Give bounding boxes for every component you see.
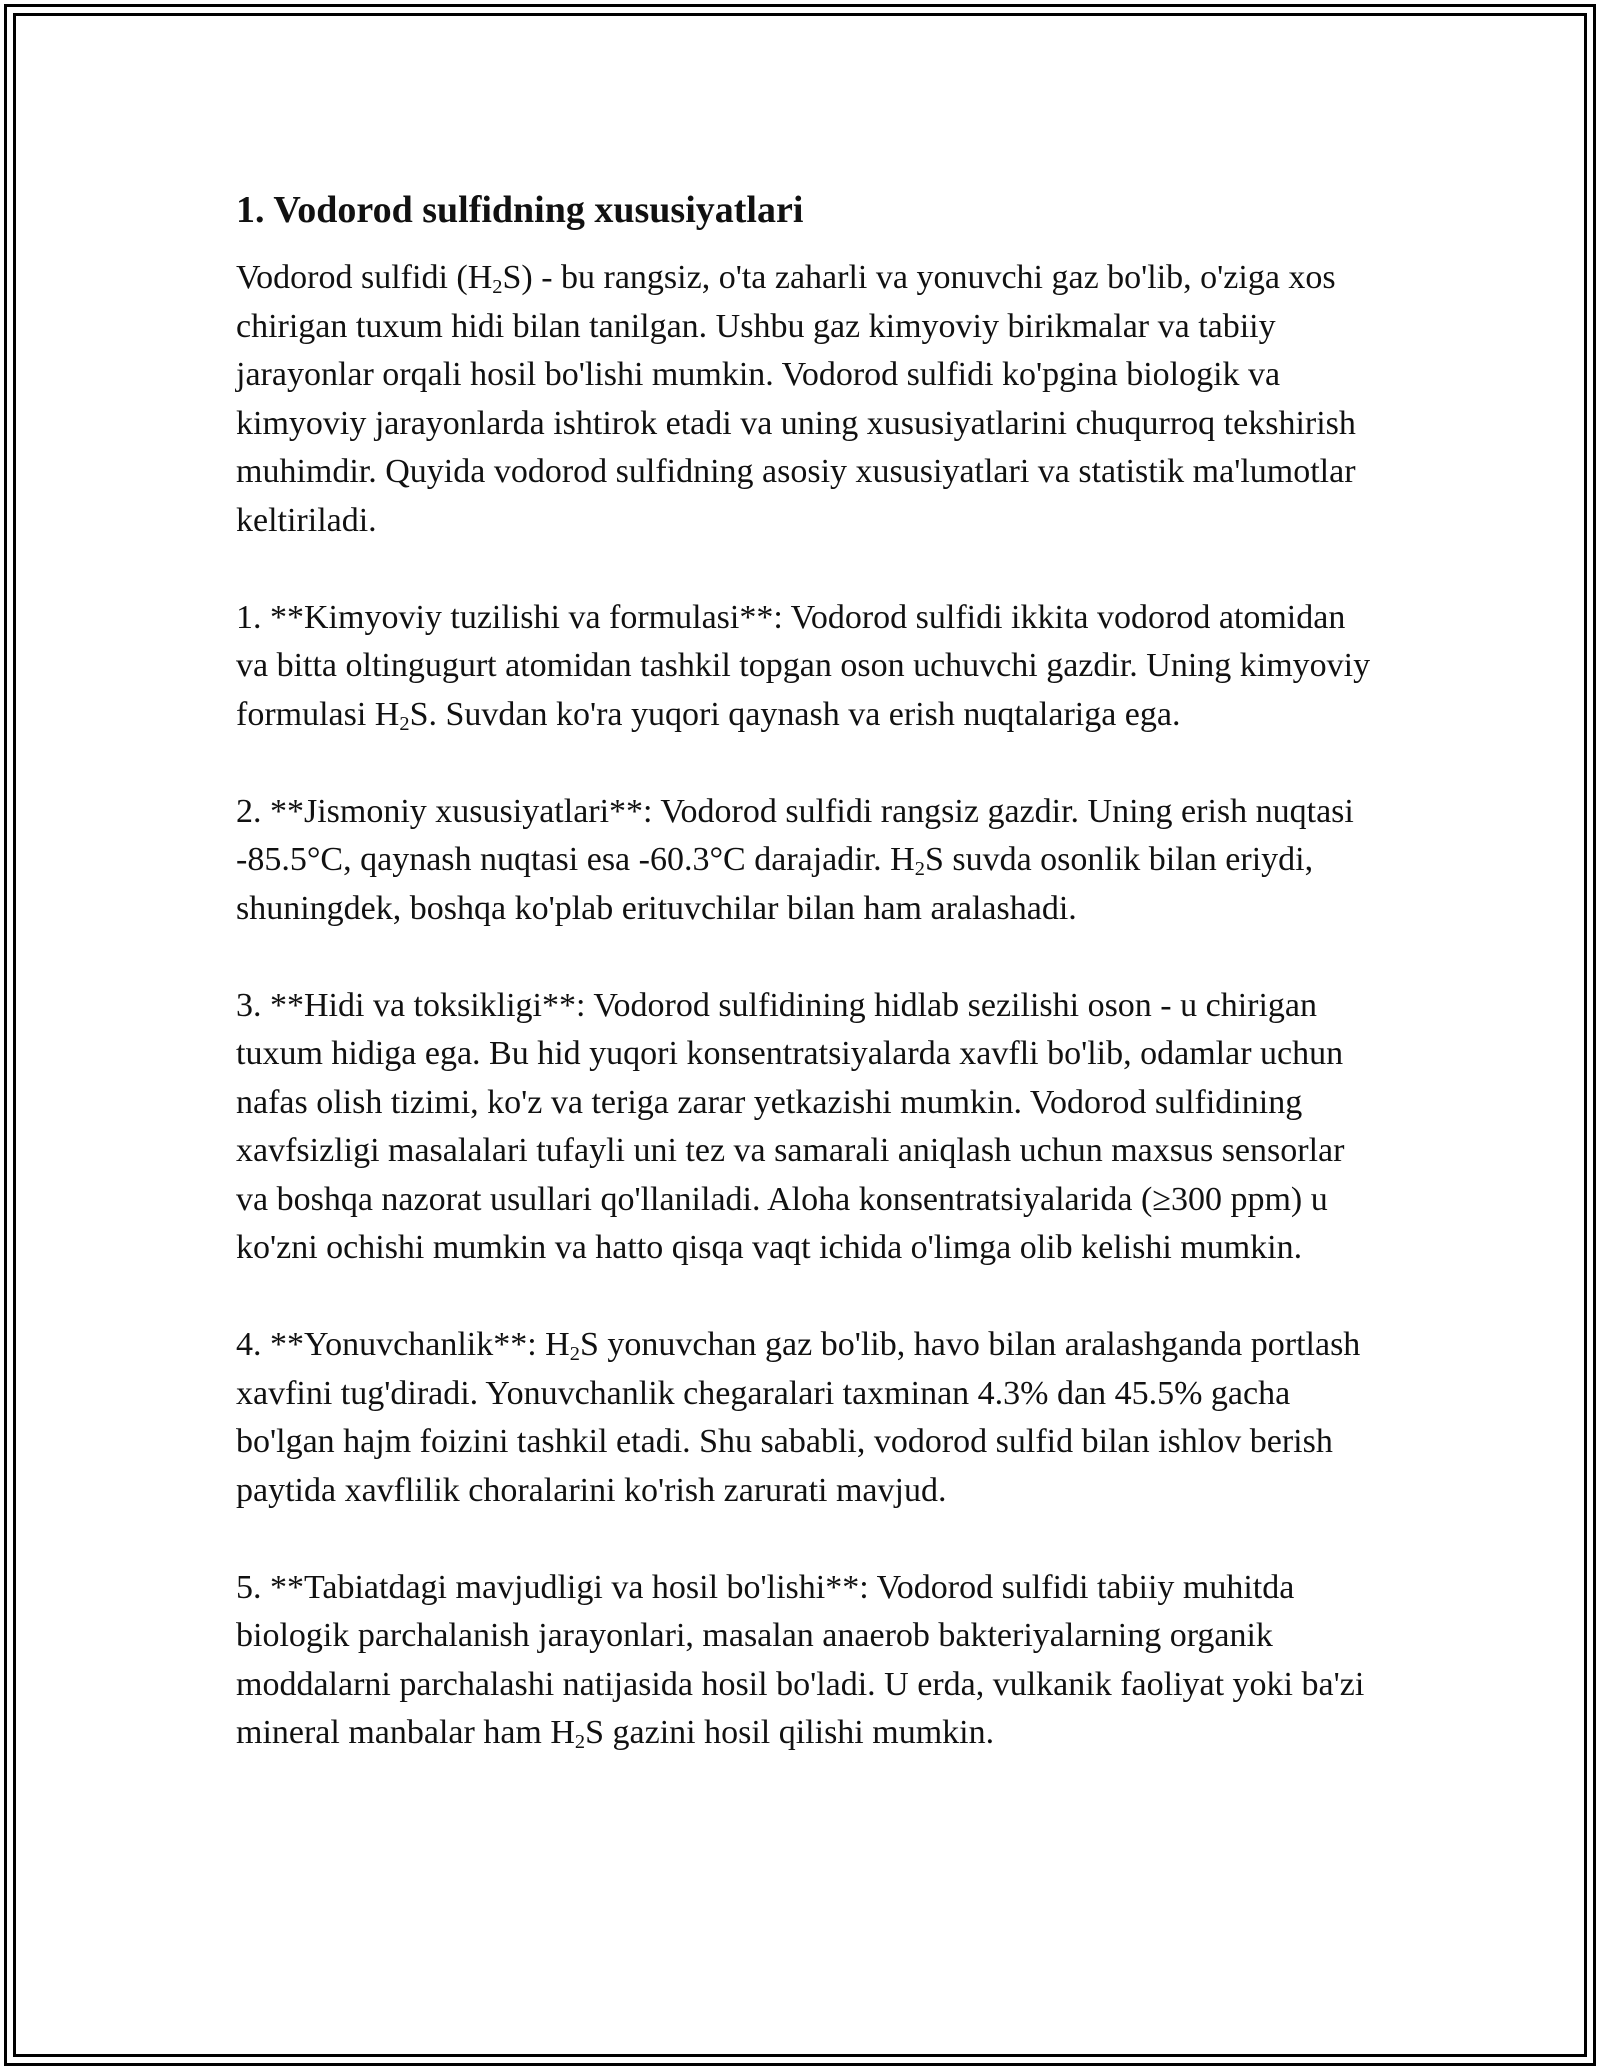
paragraph-list <box>236 254 1376 1758</box>
subscript-text: 2 <box>492 276 503 299</box>
paragraph-text: 4. **Yonuvchanlik**: H <box>236 1326 570 1363</box>
paragraph-text: S. Suvdan ko'ra yuqori qaynash va erish nuqtalariga ega. <box>409 695 1181 733</box>
paragraph-text: S gazini hosil qilishi mumkin. <box>585 1714 995 1751</box>
section-heading: 1. Vodorod sulfidning xususiyatlari <box>236 189 804 231</box>
subscript-text: 2 <box>399 712 410 735</box>
paragraph-2 <box>236 594 1376 740</box>
paragraph-3 <box>236 788 1376 934</box>
paragraph-5 <box>236 1321 1376 1515</box>
paragraph-text: 5. **Tabiatdagi mavjudligi va hosil bo'lishi**: Vodorod sulfidi tabiiy muhitda biologik parchalanish jarayonlari, masalan anaerob bakteriyalarning organik moddalarni parchalashi natijasida hosil bo'ladi. U erda, vulkanik faoliyat yoki ba'zi mineral manbalar ham H <box>236 1568 1365 1751</box>
paragraph-4 <box>236 982 1376 1273</box>
paragraph-text: 1. **Kimyoviy tuzilishi va formulasi**: Vodorod sulfidi ikkita vodorod atomidan va bitta oltingugurt atomidan tashkil topgan oson uchuvchi gazdir. Uning kimyoviy formulasi H <box>236 598 1371 733</box>
paragraph-text: S suvda osonlik bilan eriydi, shuningdek, boshqa ko'plab erituvchilar bilan ham aralashadi. <box>236 841 1314 927</box>
paragraph-6 <box>236 1564 1376 1758</box>
subscript-text: 2 <box>574 1731 586 1754</box>
paragraph-text: 3. **Hidi va toksikligi**: Vodorod sulfidining hidlab sezilishi oson - u chirigan tuxum hidiga ega. Bu hid yuqori konsentratsiyalarda xavfli bo'lib, odamlar uchun nafas olish tizimi, ko'z va teriga zarar yetkazishi mumkin. Vodorod sulfidining xavfsizligi masalalari tufayli uni tez va samarali aniqlash uchun maxsus sensorlar va boshqa nazorat usullari qo'llaniladi. Aloha konsentratsiyalarida (≥300 ppm) u ko'zni ochishi mumkin va hatto qisqa vaqt ichida o'limga olib kelishi mumkin. <box>236 986 1345 1266</box>
paragraph-text: 2. **Jismoniy xususiyatlari**: Vodorod sulfidi rangsiz gazdir. Uning erish nuqtasi -85.5°C, qaynash nuqtasi esa -60.3°C darajadir. H <box>236 792 1354 878</box>
document-body <box>236 186 1376 1806</box>
paragraph-text: S yonuvchan gaz bo'lib, havo bilan aralashganda portlash xavfini tug'diradi. Yonuvchanlik chegaralari taxminan 4.3% dan 45.5% gacha bo'lgan hajm foizini tashkil etadi. Shu sababli, vodorod sulfid bilan ishlov berish paytida xavflilik choralarini ko'rish zarurati mavjud. <box>236 1326 1361 1509</box>
subscript-text: 2 <box>569 1343 580 1366</box>
paragraph-1 <box>236 254 1376 545</box>
paragraph-text: S) - bu rangsiz, o'ta zaharli va yonuvchi gaz bo'lib, o'ziga xos chirigan tuxum hidi bilan tanilgan. Ushbu gaz kimyoviy birikmalar va tabiiy jarayonlar orqali hosil bo'lishi mumkin. Vodorod sulfidi ko'pgina biologik va kimyoviy jarayonlarda ishtirok etadi va uning xususiyatlarini chuqurroq tekshirish muhimdir. Quyida vodorod sulfidning asosiy xususiyatlari va statistik ma'lumotlar keltiriladi. <box>236 259 1356 539</box>
paragraph-text: Vodorod sulfidi (H <box>236 259 493 296</box>
subscript-text: 2 <box>914 858 925 881</box>
